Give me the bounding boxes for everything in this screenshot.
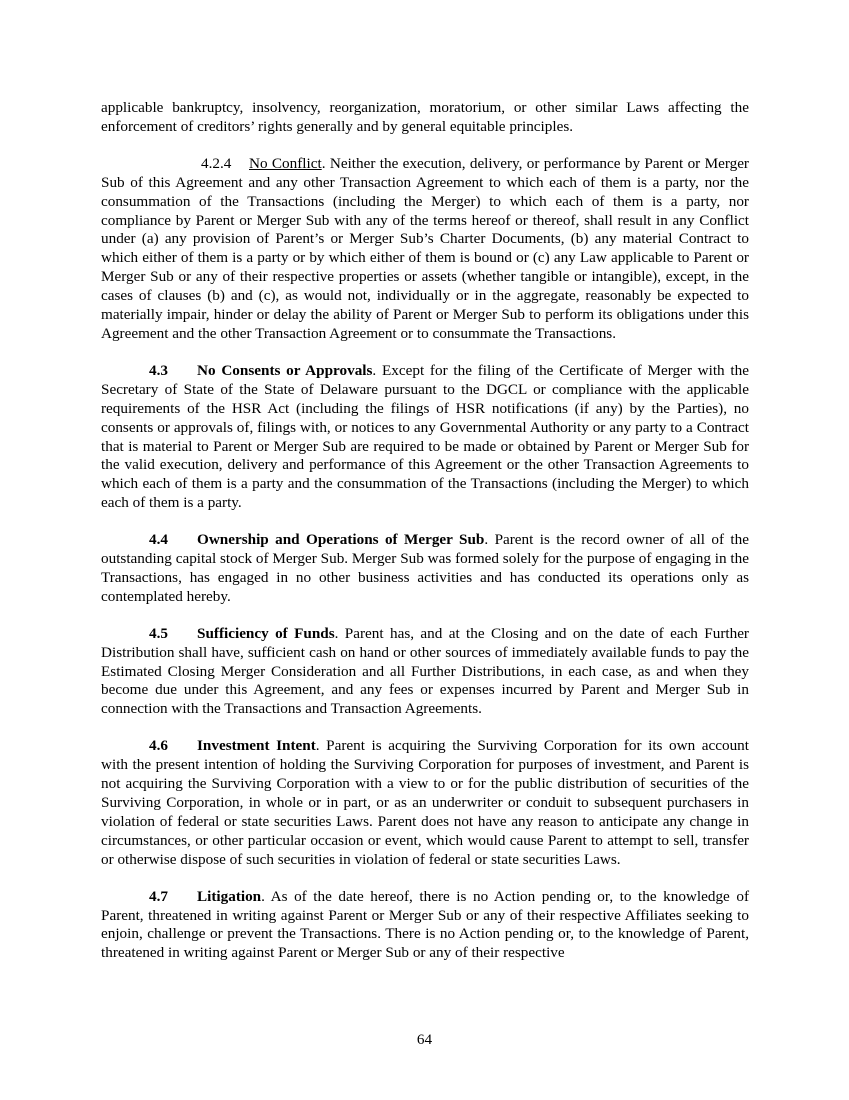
section-number: 4.3 [149,361,168,379]
paragraph-4-4 [101,531,749,607]
paragraph-text: . Parent has, and at the Closing and on the date of each Further Distribution shall have, sufficient cash on hand or other sources of immediately available funds to pay the Estimated Closing Merger Consideration and all Further Distributions, in each case, as and when they become due under this Agreement, and any fees or expenses incurred by Parent and Merger Sub in connection with the Transactions and Transaction Agreements. [101,624,749,718]
section-number: 4.2.4 [201,154,232,172]
paragraph-4-6 [101,737,749,869]
section-number: 4.4 [149,531,168,549]
section-heading: Sufficiency of Funds [197,624,335,642]
paragraph-text: applicable bankruptcy, insolvency, reorganization, moratorium, or other similar Laws affecting the enforcement of creditors’ rights generally and by general equitable principles. [101,99,749,135]
section-number: 4.5 [149,624,168,642]
paragraph-text: . Neither the execution, delivery, or performance by Parent or Merger Sub of this Agreement and any other Transaction Agreement to which each of them is a party, nor the consummation of the Transactions (including the Merger) to which each of them is a party, nor compliance by Parent or Merger Sub with any of the terms hereof or thereof, shall result in any Conflict under (a) any provision of Parent’s or Merger Sub’s Charter Documents, (b) any material Contract to which either of them is a party or by which either of them is bound or (c) any Law applicable to Parent or Merger Sub or any of their respective properties or assets (whether tangible or intangible), except, in the cases of clauses (b) and (c), as would not, individually or in the aggregate, reasonably be expected to materially impair, hinder or delay the ability of Parent or Merger Sub to perform its obligations under this Agreement and the other Transaction Agreement or to consummate the Transactions. [101,154,749,342]
paragraph-text: . As of the date hereof, there is no Action pending or, to the knowledge of Parent, threatened in writing against Parent or Merger Sub or any of their respective Affiliates seeking to enjoin, challenge or prevent the Transactions. There is no Action pending or, to the knowledge of Parent, threatened in writing against Parent or Merger Sub or any of their respective [101,887,749,962]
paragraph-continuation [101,99,749,137]
paragraph-4-5 [101,625,749,720]
section-number: 4.7 [149,887,168,905]
section-heading: Litigation [197,887,262,905]
paragraph-4-7 [101,888,749,964]
section-heading: Investment Intent [197,737,316,755]
section-heading: No Consents or Approvals [197,361,373,379]
page-number: 64 [416,1031,433,1048]
document-body [101,99,749,981]
paragraph-4-2-4 [101,155,749,344]
paragraph-text: . Parent is the record owner of all of the outstanding capital stock of Merger Sub. Merger Sub was formed solely for the purpose of engaging in the Transactions, has engaged in no other business activities and has conducted its operations only as contemplated hereby. [101,531,749,605]
paragraph-4-3 [101,362,749,513]
section-heading: No Conflict [249,154,322,172]
paragraph-text: . Except for the filing of the Certificate of Merger with the Secretary of State of the State of Delaware pursuant to the DGCL or compliance with the applicable requirements of the HSR Act (including the filings of HSR notifications (if any) by the Parties), no consents or approvals of, filings with, or notices to any Governmental Authority or any party to a Contract that is material to Parent or Merger Sub are required to be made or obtained by Parent or Merger Sub for the valid execution, delivery and performance of this Agreement or the other Transaction Agreements to which each of them is a party and the consummation of the Transactions (including the Merger) to which each of them is a party. [101,361,749,512]
paragraph-text: . Parent is acquiring the Surviving Corporation for its own account with the present intention of holding the Surviving Corporation for purposes of investment, and Parent is not acquiring the Surviving Corporation with a view to or for the public distribution of securities of the Surviving Corporation, in whole or in part, or as an underwriter or conduit to subsequent purchasers in violation of federal or state securities Laws. Parent does not have any reason to anticipate any change in circumstances, or other particular occasion or event, which would cause Parent to attempt to sell, transfer or otherwise dispose of such securities in violation of federal or state securities Laws. [101,737,749,868]
section-number: 4.6 [149,737,168,755]
section-heading: Ownership and Operations of Merger Sub [197,531,485,549]
